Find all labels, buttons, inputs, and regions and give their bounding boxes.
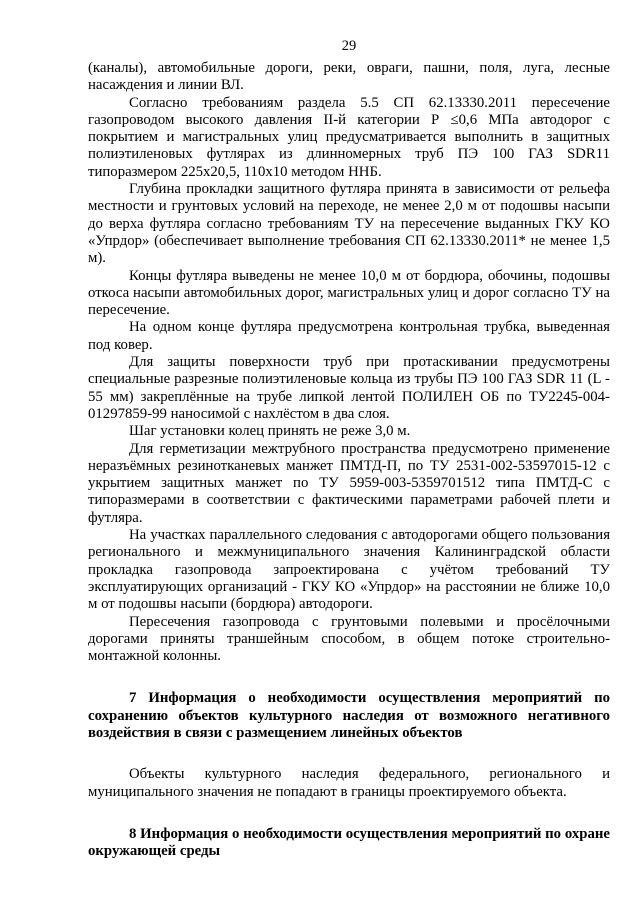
paragraph: Для герметизации межтрубного пространства предусмотрено применение неразъёмных резинотканевых манжет ПМТД-П, по ТУ 2531-002-53597015-12 с укрытием защитных манжет по ТУ 5959-003-5359701512 типа ПМТД-С с типоразмерами в соответствии с фактическими параметрами рабочей плети и футляра. — [88, 440, 610, 526]
document-body — [88, 60, 610, 860]
paragraph: (каналы), автомобильные дороги, реки, овраги, пашни, поля, луга, лесные насаждения и линии ВЛ. — [88, 60, 610, 94]
paragraph: Согласно требованиям раздела 5.5 СП 62.13330.2011 пересечение газопроводом высокого давления II-й категории Р ≤0,6 МПа автодорог с покрытием и магистральных улиц предусматривается выполнить в защитных полиэтиленовых футлярах из длинномерных труб ПЭ 100 ГАЗ SDR11 типоразмером 225х20,5, 110х10 методом ННБ. — [88, 94, 610, 180]
page-number: 29 — [341, 38, 357, 54]
section-7-text: Объекты культурного наследия федерального, регионального и муниципального значения не попадают в границы проектируемого объекта. — [88, 766, 610, 800]
paragraph: На одном конце футляра предусмотрена контрольная трубка, выведенная под ковер. — [88, 319, 610, 353]
section-8-heading: 8 Информация о необходимости осуществления мероприятий по охране окружающей среды — [88, 825, 610, 860]
paragraph: Концы футляра выведены не менее 10,0 м от бордюра, обочины, подошвы откоса насыпи автомобильных дорог, магистральных улиц и дорог согласно ТУ на пересечение. — [88, 267, 610, 319]
paragraph: Для защиты поверхности труб при протаскивании предусмотрены специальные разрезные полиэтиленовые кольца из трубы ПЭ 100 ГАЗ SDR 11 (L - 55 мм) закреплённые на трубе липкой лентой ПОЛИЛЕН ОБ по ТУ2245-004-01297859-99 наносимой с нахлёстом в два слоя. — [88, 354, 610, 422]
paragraph: На участках параллельного следования с автодорогами общего пользования регионального и межмуниципального значения Калининградской области прокладка газопровода запроектирована с учётом требований ТУ эксплуатирующих организаций - ГКУ КО «Упрдор» на расстоянии не ближе 10,0 м от подошвы насыпи (бордюра) автодороги. — [88, 527, 610, 613]
section-7-heading: 7 Информация о необходимости осуществления мероприятий по сохранению объектов культурного наследия от возможного негативного воздействия в связи с размещением линейных объектов — [88, 690, 610, 741]
paragraph: Шаг установки колец принять не реже 3,0 м. — [129, 423, 411, 440]
paragraph: Глубина прокладки защитного футляра принята в зависимости от рельефа местности и грунтовых условий на переходе, не менее 2,0 м от подошвы насыпи до верха футляра согласно требованиям ТУ на пересечение выданных ГКУ КО «Упрдор» (обеспечивает выполнение требования СП 62.13330.2011* не менее 1,5 м). — [88, 181, 610, 267]
paragraph: Пересечения газопровода с грунтовыми полевыми и просёлочными дорогами приняты траншейным способом, в общем потоке строительно-монтажной колонны. — [88, 613, 610, 665]
